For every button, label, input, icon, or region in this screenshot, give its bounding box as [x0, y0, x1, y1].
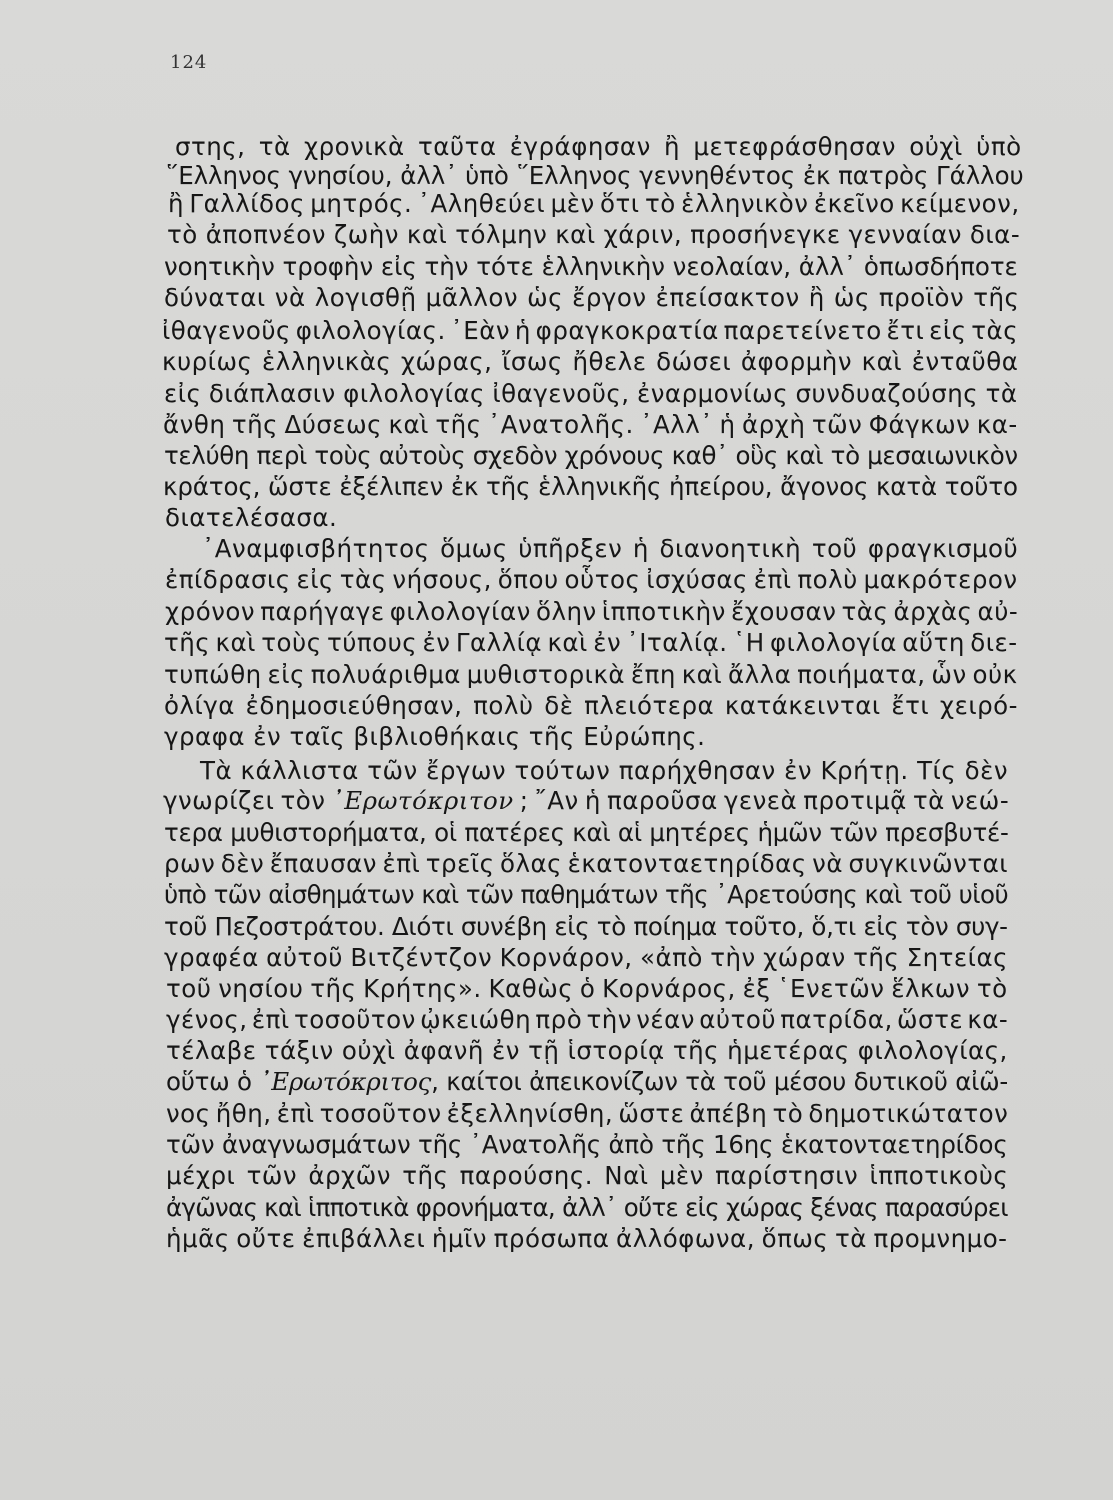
text-line: ἡμᾶς οὔτε ἐπιβάλλει ἡμῖν πρόσωπα ἀλλόφωνα, ὅπως τὰ προμνημο- — [166, 1224, 1008, 1253]
italic-title: ᾽Ερωτόκριτον — [331, 786, 514, 815]
text-line: νοητικὴν τροφὴν εἰς τὴν τότε ἑλληνικὴν νεολαίαν, ἀλλ᾽ ὁπωσδήποτε — [164, 252, 1018, 281]
text-line: εἰς διάπλασιν φιλολογίας ἰθαγενοῦς, ἐναρμονίως συνδυαζούσης τὰ — [164, 379, 1018, 408]
text-line: διατελέσασα. — [165, 503, 338, 532]
text-line: κράτος, ὥστε ἐξέλιπεν ἐκ τῆς ἑλληνικῆς ἠπείρου, ἄγονος κατὰ τοῦτο — [163, 472, 1018, 501]
text-line: ὑπὸ τῶν αἰσθημάτων καὶ τῶν παθημάτων τῆς ᾽Αρετούσης καὶ τοῦ υἱοῦ — [164, 880, 1009, 909]
text-line: γνωρίζει τὸν ᾽Ερωτόκριτον ; ῎Αν ἡ παροῦσα γενεὰ προτιμᾷ τὰ νεώ- — [163, 786, 1010, 815]
text-line: γραφέα αὐτοῦ Βιτζέντζον Κορνάρον, «ἀπὸ τὴν χώραν τῆς Σητείας — [164, 943, 1008, 972]
text-line: ἄνθη τῆς Δύσεως καὶ τῆς ᾽Ανατολῆς. ᾽Αλλ᾽ ἡ ἀρχὴ τῶν Φάγκων κα- — [163, 410, 1018, 439]
text-line: τοῦ Πεζοστράτου. Διότι συνέβη εἰς τὸ ποίημα τοῦτο, ὅ,τι εἰς τὸν συγ- — [164, 912, 1008, 941]
page-number: 124 — [170, 52, 208, 73]
text-line: τῶν ἀναγνωσμάτων τῆς ᾽Ανατολῆς ἀπὸ τῆς 16ης ἑκατονταετηρίδος — [166, 1130, 1008, 1159]
text-line: γένος, ἐπὶ τοσοῦτον ᾠκειώθη πρὸ τὴν νέαν αὐτοῦ πατρίδα, ὥστε κα- — [166, 1005, 1009, 1034]
italic-title: ᾽Ερωτόκριτος — [259, 1067, 432, 1096]
text-line: νος ἤθη, ἐπὶ τοσοῦτον ἐξελληνίσθη, ὥστε ἀπέβη τὸ δημοτικώτατον — [166, 1099, 1009, 1128]
text-line: ῞Ελληνος γνησίου, ἀλλ᾽ ὑπὸ ῞Ελληνος γεννηθέντος ἐκ πατρὸς Γάλλου — [166, 161, 1024, 190]
text-line: ὀλίγα ἐδημοσιεύθησαν, πολὺ δὲ πλειότερα κατάκεινται ἔτι χειρό- — [164, 691, 1018, 720]
text-line: τελύθη περὶ τοὺς αὐτοὺς σχεδὸν χρόνους καθ᾽ οὓς καὶ τὸ μεσαιωνικὸν — [164, 441, 1018, 470]
text-line: ἰθαγενοῦς φιλολογίας. ᾽Εὰν ἡ φραγκοκρατία παρετείνετο ἔτι εἰς τὰς — [162, 316, 1019, 345]
text-line: τυπώθη εἰς πολυάριθμα μυθιστορικὰ ἔπη καὶ ἄλλα ποιήματα, ὧν οὐκ — [164, 660, 1018, 689]
text-line: οὕτω ὁ ᾽Ερωτόκριτος, καίτοι ἀπεικονίζων τὰ τοῦ μέσου δυτικοῦ αἰῶ- — [166, 1067, 1008, 1096]
text-line: ἐπίδρασις εἰς τὰς νήσους, ὅπου οὗτος ἰσχύσας ἐπὶ πολὺ μακρότερον — [165, 565, 1018, 594]
text-line: τερα μυθιστορήματα, οἱ πατέρες καὶ αἱ μητέρες ἡμῶν τῶν πρεσβυτέ- — [164, 818, 1009, 847]
text-line: τῆς καὶ τοὺς τύπους ἐν Γαλλίᾳ καὶ ἐν ᾽Ιταλίᾳ. ῾Η φιλολογία αὕτη διε- — [164, 628, 1018, 657]
text-line: κυρίως ἑλληνικὰς χώρας, ἴσως ἤθελε δώσει ἀφορμὴν καὶ ἐνταῦθα — [162, 347, 1019, 376]
text-line: Τὰ κάλλιστα τῶν ἔργων τούτων παρήχθησαν ἐν Κρήτῃ. Τίς δὲν — [200, 756, 1009, 785]
text-line: τέλαβε τάξιν οὐχὶ ἀφανῆ ἐν τῇ ἱστορίᾳ τῆς ἡμετέρας φιλολογίας, — [166, 1036, 1008, 1065]
text-line: γραφα ἐν ταῖς βιβλιοθήκαις τῆς Εὐρώπης. — [164, 722, 706, 751]
text-line: ᾽Αναμφισβήτητος ὅμως ὑπῆρξεν ἡ διανοητικὴ τοῦ φραγκισμοῦ — [202, 534, 1019, 563]
text-line: χρόνον παρήγαγε φιλολογίαν ὅλην ἱπποτικὴν ἔχουσαν τὰς ἀρχὰς αὐ- — [165, 597, 1019, 626]
text-line: τὸ ἀποπνέον ζωὴν καὶ τόλμην καὶ χάριν, προσήνεγκε γενναίαν δια- — [167, 220, 1021, 249]
text-line: στης, τὰ χρονικὰ ταῦτα ἐγράφησαν ἢ μετεφράσθησαν οὐχὶ ὑπὸ — [175, 132, 1022, 161]
text-line: μέχρι τῶν ἀρχῶν τῆς παρούσης. Ναὶ μὲν παρίστησιν ἱπποτικοὺς — [166, 1161, 1009, 1190]
text-line: τοῦ νησίου τῆς Κρήτης». Καθὼς ὁ Κορνάρος, ἐξ ῾Ενετῶν ἕλκων τὸ — [166, 974, 1008, 1003]
text-line: δύναται νὰ λογισθῇ μᾶλλον ὡς ἔργον ἐπείσακτον ἢ ὡς προϊὸν τῆς — [164, 283, 1020, 312]
text-line: ἀγῶνας καὶ ἱπποτικὰ φρονήματα, ἀλλ᾽ οὔτε εἰς χώρας ξένας παρασύρει — [166, 1193, 1008, 1222]
text-line: ἢ Γαλλίδος μητρός. ᾽Αληθεύει μὲν ὅτι τὸ ἑλληνικὸν ἐκεῖνο κείμενον, — [168, 189, 1020, 218]
text-line: ρων δὲν ἔπαυσαν ἐπὶ τρεῖς ὅλας ἑκατονταετηρίδας νὰ συγκινῶνται — [164, 849, 1009, 878]
